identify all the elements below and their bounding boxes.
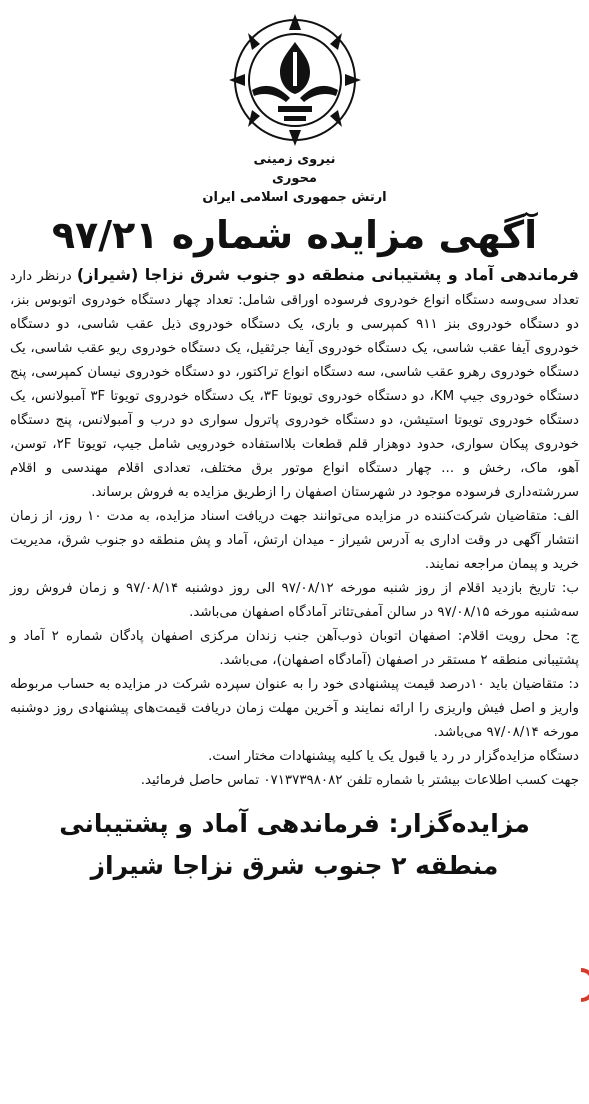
clause-jim: ج: محل رویت اقلام: اصفهان اتوبان ذوب‌آهن جنب زندان مرکزی اصفهان پادگان شماره ۲ آماد و پشتیبانی منطقه ۲ مستقر در اصفهان (آمادگاه اصفهان)، می‌باشد. [10,629,579,668]
org-line-2: محوری [272,171,317,186]
intro-paragraph [10,263,579,505]
auctioneer-signature [10,803,579,887]
clause-be: ب: تاریخ بازدید اقلام از روز شنبه مورخه ۹۷/۰۸/۱۲ الی روز دوشنبه ۹۷/۰۸/۱۴ و زمان فروش روز سه‌شنبه مورخه ۹۷/۰۸/۱۵ در سالن آمفی‌تئاتر آمادگاه اصفهان می‌باشد. [10,581,579,620]
org-line-3: ارتش جمهوری اسلامی ایران [202,190,387,205]
edge-mark [581,968,589,1002]
footer-line-2: منطقه ۲ جنوب شرق نزاجا شیراز [90,851,499,880]
footer-line-1: مزایده‌گزار: فرماندهی آماد و پشتیبانی [59,809,530,838]
header [10,8,579,207]
org-line-1: نیروی زمینی [253,152,336,167]
army-emblem-icon [220,8,370,148]
rights-statement: دستگاه مزایده‌گزار در رد یا قبول یک یا کلیه پیشنهادات مختار است. [208,749,579,764]
notice-title: آگهی مزایده شماره ۹۷/۲۱ [51,213,538,257]
intro-text: درنظر دارد تعداد سی‌وسه دستگاه انواع خودروی فرسوده اوراقی شامل: تعداد چهار دستگاه خودروی اتوبوس بنز، دو دستگاه خودروی بنز ۹۱۱ کمپرسی و باری، یک دستگاه خودروی ذیل عقب شاسی، دو دستگاه خودروی آیفا عقب شاسی، یک دستگاه خودروی آیفا جرثقیل، یک دستگاه خودروی ریو عقب شاسی، یک دستگاه خودروی رهرو عقب شاسی، سه دستگاه انواع تراکتور، دو دستگاه خودروی نیسان کمپرسی، پنج دستگاه خودروی جیپ KM، دو دستگاه خودروی تویوتا ۳F، یک دستگاه خودروی تویوتا ۳F آمبولانس، یک دستگاه خودروی تویوتا استیشن، دو دستگاه خودروی پاترول سواری دو درب و آمبولانس، پنج دستگاه خودروی پیکان سواری، حدود دوهزار قلم قطعات بلااستفاده خودرویی شامل جیپ، تویوتا ۲F، توسن، آهو، ماک، رخش و ... چهار دستگاه انواع موتور برق مختلف، تعدادی اقلام مهندسی و اقلام سررشته‌داری فرسوده موجود در شهرستان اصفهان را ازطریق مزایده به فروش برساند. [10,269,579,500]
clause-dal: د: متقاضیان باید ۱۰درصد قیمت پیشنهادی خود را به عنوان سپرده شرکت در مزایده به حساب مربوطه واریز و اصل فیش واریزی را ارائه نمایند و آخرین مهلت زمان دریافت قیمت‌های پیشنهادی روز دوشنبه مورخه ۹۷/۰۸/۱۴ می‌باشد. [10,677,579,740]
organization-name [202,150,386,207]
notice-body [10,263,579,793]
contact-line: جهت کسب اطلاعات بیشتر با شماره تلفن ۰۷۱۳۷۳۹۸۰۸۲ تماس حاصل فرمائید. [140,773,579,788]
intro-lead: فرماندهی آماد و پشتیبانی منطقه دو جنوب شرق نزاجا (شیراز) [76,265,579,284]
clause-alef: الف: متقاضیان شرکت‌کننده در مزایده می‌توانند جهت دریافت اسناد مزایده، به مدت ۱۰ روز، از زمان انتشار آگهی در وقت اداری به آدرس شیراز - میدان ارتش، آماد و پش منطقه دو جنوب شرق، مدیریت خرید و پیمان مراجعه نمایند. [10,509,579,572]
